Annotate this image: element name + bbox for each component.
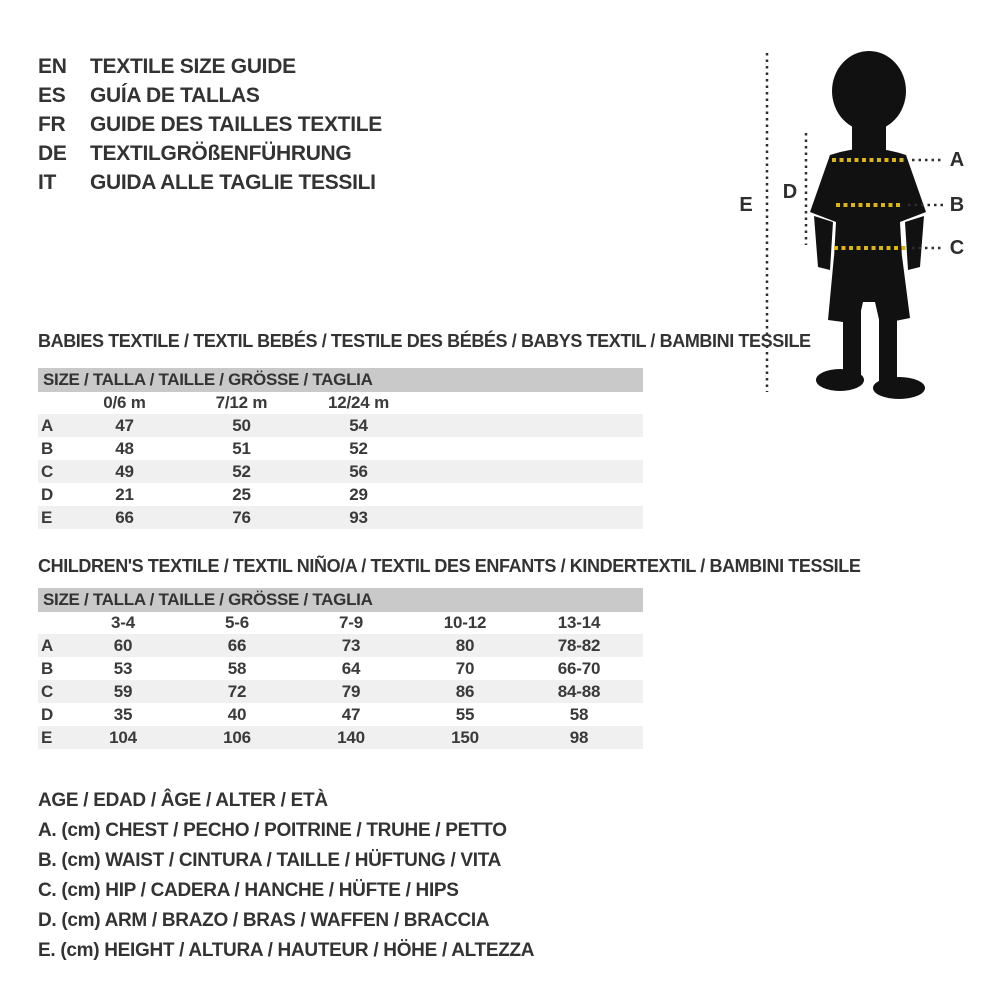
- babies-size-header-bar: SIZE / TALLA / TAILLE / GRÖSSE / TAGLIA: [38, 368, 643, 392]
- column-header: 0/6 m: [66, 392, 183, 414]
- babies-column-header-row: [38, 392, 643, 414]
- table-row: [38, 703, 643, 726]
- table-cell: 50: [183, 414, 300, 437]
- measure-label-b: B: [949, 194, 965, 216]
- column-header: 7/12 m: [183, 392, 300, 414]
- empty-cell: [636, 657, 643, 680]
- row-label: B: [41, 658, 54, 678]
- table-cell: 84-88: [522, 680, 636, 703]
- table-cell: 29: [349, 484, 368, 504]
- babies-section-title: BABIES TEXTILE / TEXTIL BEBÉS / TESTILE DES BÉBÉS / BABYS TEXTIL / BAMBINI TESSILE: [38, 331, 811, 351]
- lang-code: EN: [38, 55, 67, 78]
- table-cell: 35: [113, 704, 133, 724]
- row-label: D: [41, 484, 54, 504]
- measure-label-a: A: [949, 149, 965, 171]
- table-cell: 47: [341, 704, 361, 724]
- table-cell: 59: [66, 680, 180, 703]
- table-cell: 64: [341, 658, 361, 678]
- table-cell: 66: [66, 506, 183, 529]
- legend-age: AGE / EDAD / ÂGE / ALTER / ETÀ: [38, 790, 328, 811]
- lang-code: IT: [38, 171, 57, 194]
- child-silhouette: [810, 51, 926, 399]
- table-cell: 98: [522, 726, 636, 749]
- column-header: 3-4: [66, 612, 180, 634]
- column-header: 7-9: [294, 612, 408, 634]
- empty-cell: [636, 726, 643, 749]
- lang-row-fr: [38, 110, 382, 139]
- lang-title: GUÍA DE TALLAS: [90, 84, 260, 107]
- row-label: E: [38, 506, 66, 529]
- legend-hip: C. (cm) HIP / CADERA / HANCHE / HÜFTE / HIPS: [38, 880, 459, 901]
- table-cell: 66: [180, 634, 294, 657]
- children-size-header-bar: SIZE / TALLA / TAILLE / GRÖSSE / TAGLIA: [38, 588, 643, 612]
- lang-code: ES: [38, 84, 66, 107]
- table-cell: 52: [349, 438, 368, 458]
- empty-cell: [417, 506, 643, 529]
- children-column-header-row: [38, 612, 643, 634]
- table-cell: 47: [66, 414, 183, 437]
- row-label: B: [41, 438, 54, 458]
- table-cell: 21: [115, 484, 134, 504]
- empty-cell: [636, 634, 643, 657]
- column-header: 13-14: [522, 612, 636, 634]
- lang-row-de: [38, 139, 382, 168]
- lang-title: TEXTILE SIZE GUIDE: [90, 55, 296, 78]
- lang-row-it: [38, 168, 382, 197]
- measurement-legend: [38, 786, 534, 966]
- lang-title: TEXTILGRÖßENFÜHRUNG: [90, 142, 352, 165]
- legend-height: E. (cm) HEIGHT / ALTURA / HAUTEUR / HÖHE / ALTEZZA: [38, 940, 535, 961]
- row-label: E: [38, 726, 66, 749]
- table-cell: 80: [408, 634, 522, 657]
- lang-row-es: [38, 81, 382, 110]
- column-header: 10-12: [408, 612, 522, 634]
- empty-cell: [417, 460, 643, 483]
- legend-chest: A. (cm) CHEST / PECHO / POITRINE / TRUHE / PETTO: [38, 820, 507, 841]
- row-label: A: [38, 414, 66, 437]
- table-cell: 70: [455, 658, 475, 678]
- row-label: A: [38, 634, 66, 657]
- table-row: [38, 657, 643, 680]
- table-cell: 60: [66, 634, 180, 657]
- language-title-list: [38, 52, 382, 197]
- table-row: [38, 483, 643, 506]
- lang-title: GUIDA ALLE TAGLIE TESSILI: [90, 171, 376, 194]
- table-cell: 66-70: [557, 658, 601, 678]
- children-section-title: CHILDREN'S TEXTILE / TEXTIL NIÑO/A / TEXTIL DES ENFANTS / KINDERTEXTIL / BAMBINI TESSILE: [38, 556, 861, 576]
- lang-title: GUIDE DES TAILLES TEXTILE: [90, 113, 382, 136]
- table-row: [38, 414, 643, 437]
- lang-code: DE: [38, 142, 67, 165]
- table-cell: 56: [300, 460, 417, 483]
- lang-row-en: [38, 52, 382, 81]
- measure-label-d: D: [782, 181, 798, 203]
- column-header: 12/24 m: [300, 392, 417, 414]
- empty-cell: [417, 392, 643, 414]
- empty-cell: [417, 414, 643, 437]
- empty-cell: [38, 612, 66, 634]
- table-row: [38, 726, 643, 749]
- table-row: [38, 506, 643, 529]
- row-label: C: [38, 680, 66, 703]
- table-cell: 106: [180, 726, 294, 749]
- table-cell: 25: [232, 484, 251, 504]
- table-cell: 55: [455, 704, 475, 724]
- table-cell: 58: [227, 658, 247, 678]
- row-label: C: [38, 460, 66, 483]
- measure-label-e: E: [739, 194, 753, 216]
- row-label: D: [41, 704, 54, 724]
- table-cell: 79: [294, 680, 408, 703]
- empty-cell: [636, 680, 643, 703]
- table-cell: 40: [227, 704, 247, 724]
- column-header: 5-6: [180, 612, 294, 634]
- table-row: [38, 460, 643, 483]
- empty-cell: [636, 703, 643, 726]
- table-cell: 104: [66, 726, 180, 749]
- table-cell: 140: [294, 726, 408, 749]
- table-cell: 54: [300, 414, 417, 437]
- table-cell: 150: [408, 726, 522, 749]
- table-cell: 86: [408, 680, 522, 703]
- table-row: [38, 680, 643, 703]
- table-row: [38, 634, 643, 657]
- lang-code: FR: [38, 113, 66, 136]
- table-cell: 51: [232, 438, 251, 458]
- empty-cell: [417, 483, 643, 506]
- table-cell: 52: [183, 460, 300, 483]
- table-cell: 72: [180, 680, 294, 703]
- empty-cell: [38, 392, 66, 414]
- table-cell: 49: [66, 460, 183, 483]
- table-cell: 73: [294, 634, 408, 657]
- empty-cell: [417, 437, 643, 460]
- table-cell: 93: [300, 506, 417, 529]
- table-cell: 48: [115, 438, 134, 458]
- table-cell: 53: [113, 658, 133, 678]
- empty-cell: [636, 612, 643, 634]
- measure-label-c: C: [949, 237, 965, 259]
- table-row: [38, 437, 643, 460]
- babies-size-table: [38, 392, 643, 529]
- children-size-table: [38, 612, 643, 749]
- legend-waist: B. (cm) WAIST / CINTURA / TAILLE / HÜFTUNG / VITA: [38, 850, 502, 871]
- legend-arm: D. (cm) ARM / BRAZO / BRAS / WAFFEN / BRACCIA: [38, 910, 490, 931]
- table-cell: 58: [569, 704, 589, 724]
- table-cell: 76: [183, 506, 300, 529]
- table-cell: 78-82: [522, 634, 636, 657]
